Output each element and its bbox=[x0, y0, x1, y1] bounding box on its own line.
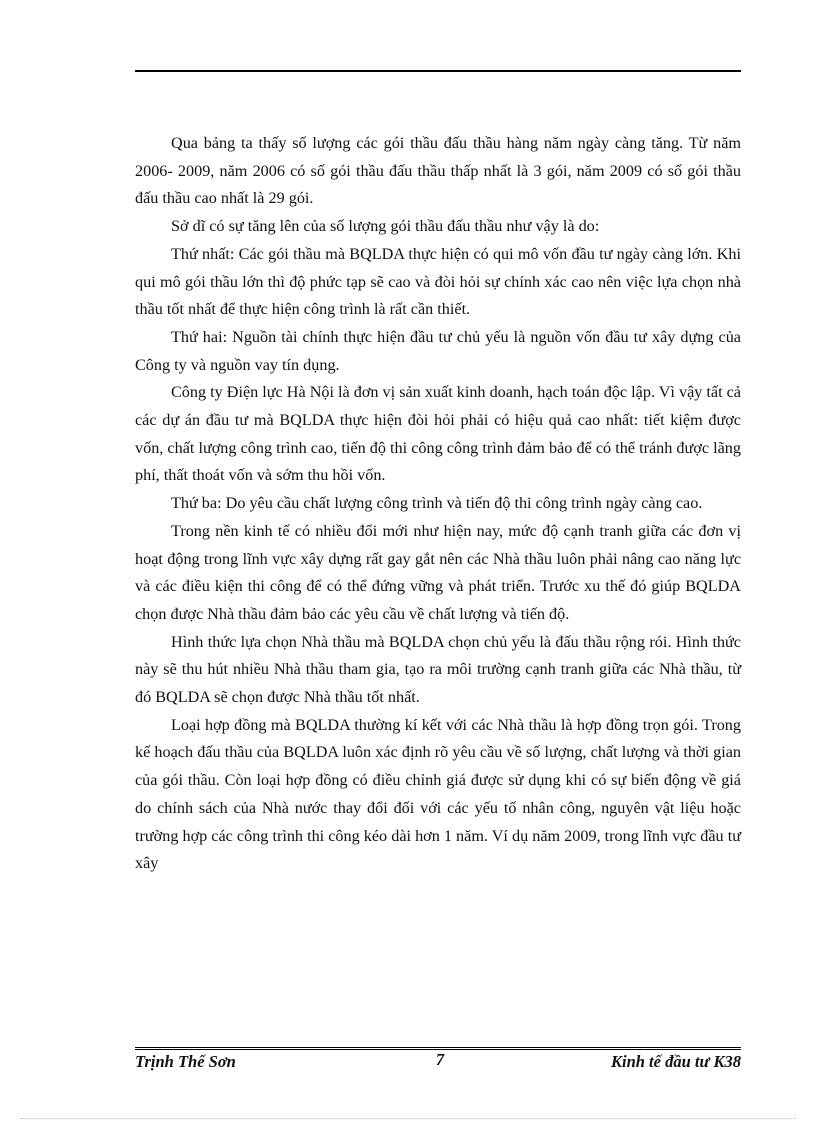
paragraph: Thứ nhất: Các gói thầu mà BQLDA thực hiện có qui mô vốn đầu tư ngày càng lớn. Khi qui mô gói thầu lớn thì độ phức tạp sẽ cao và đòi hỏi sự chính xác cao nên việc lựa chọn nhà thầu tốt nhất để thực hiện công trình là rất cần thiết. bbox=[135, 244, 741, 319]
page-footer bbox=[135, 1052, 741, 1076]
footer-course: Kinh tế đầu tư K38 bbox=[610, 1052, 741, 1071]
paragraph: Sở dĩ có sự tăng lên của số lượng gói thầu đấu thầu như vậy là do: bbox=[171, 217, 600, 236]
paragraph: Hình thức lựa chọn Nhà thầu mà BQLDA chọn chủ yếu là đấu thầu rộng rói. Hình thức này sẽ thu hút nhiều Nhà thầu tham gia, tạo ra môi trường cạnh tranh giữa các Nhà thầu, từ đó BQLDA sẽ chọn được Nhà thầu tốt nhất. bbox=[135, 632, 741, 707]
document-body bbox=[135, 130, 741, 878]
paragraph: Thứ ba: Do yêu cầu chất lượng công trình và tiến độ thi công trình ngày càng cao. bbox=[171, 494, 703, 513]
paragraph: Trong nền kinh tế có nhiều đổi mới như hiện nay, mức độ cạnh tranh giữa các đơn vị hoạt động trong lĩnh vực xây dựng rất gay gắt nên các Nhà thầu luôn phải nâng cao năng lực và các điều kiện thi công để có thể đứng vững và phát triển. Trước xu thế đó giúp BQLDA chọn được Nhà thầu đảm bảo các yêu cầu về chất lượng và tiến độ. bbox=[135, 521, 741, 623]
page-number: 7 bbox=[435, 1050, 445, 1069]
page-bottom-border bbox=[20, 1118, 796, 1119]
header-rule bbox=[135, 70, 741, 72]
paragraph: Qua bảng ta thấy số lượng các gói thầu đấu thầu hàng năm ngày càng tăng. Từ năm 2006- 2009, năm 2006 có số gói thầu đấu thầu thấp nhất là 3 gói, năm 2009 có số gói thầu đấu thầu cao nhất là 29 gói. bbox=[135, 134, 741, 208]
paragraph: Công ty Điện lực Hà Nội là đơn vị sản xuất kinh doanh, hạch toán độc lập. Vì vậy tất cả các dự án đầu tư mà BQLDA thực hiện đòi hỏi phải có hiệu quả cao nhất: tiết kiệm được vốn, chất lượng công trình cao, tiến độ thi công công trình đảm bảo để có thể tránh được lãng phí, thất thoát vốn và sớm thu hồi vốn. bbox=[135, 383, 741, 485]
paragraph: Loại hợp đồng mà BQLDA thường kí kết với các Nhà thầu là hợp đồng trọn gói. Trong kế hoạch đấu thầu của BQLDA luôn xác định rõ yêu cầu về số lượng, chất lượng và thời gian của gói thầu. Còn loại hợp đồng có điều chỉnh giá được sử dụng khi có sự biến động về giá do chính sách của Nhà nước thay đổi đối với các yếu tố nhân công, nguyên vật liệu hoặc trường hợp các công trình thi công kéo dài hơn 1 năm. Ví dụ năm 2009, trong lĩnh vực đầu tư xây bbox=[135, 715, 741, 873]
footer-author: Trịnh Thế Sơn bbox=[135, 1052, 236, 1071]
paragraph: Thứ hai: Nguồn tài chính thực hiện đầu tư chủ yếu là nguồn vốn đầu tư xây dựng của Công ty và nguồn vay tín dụng. bbox=[135, 327, 741, 374]
